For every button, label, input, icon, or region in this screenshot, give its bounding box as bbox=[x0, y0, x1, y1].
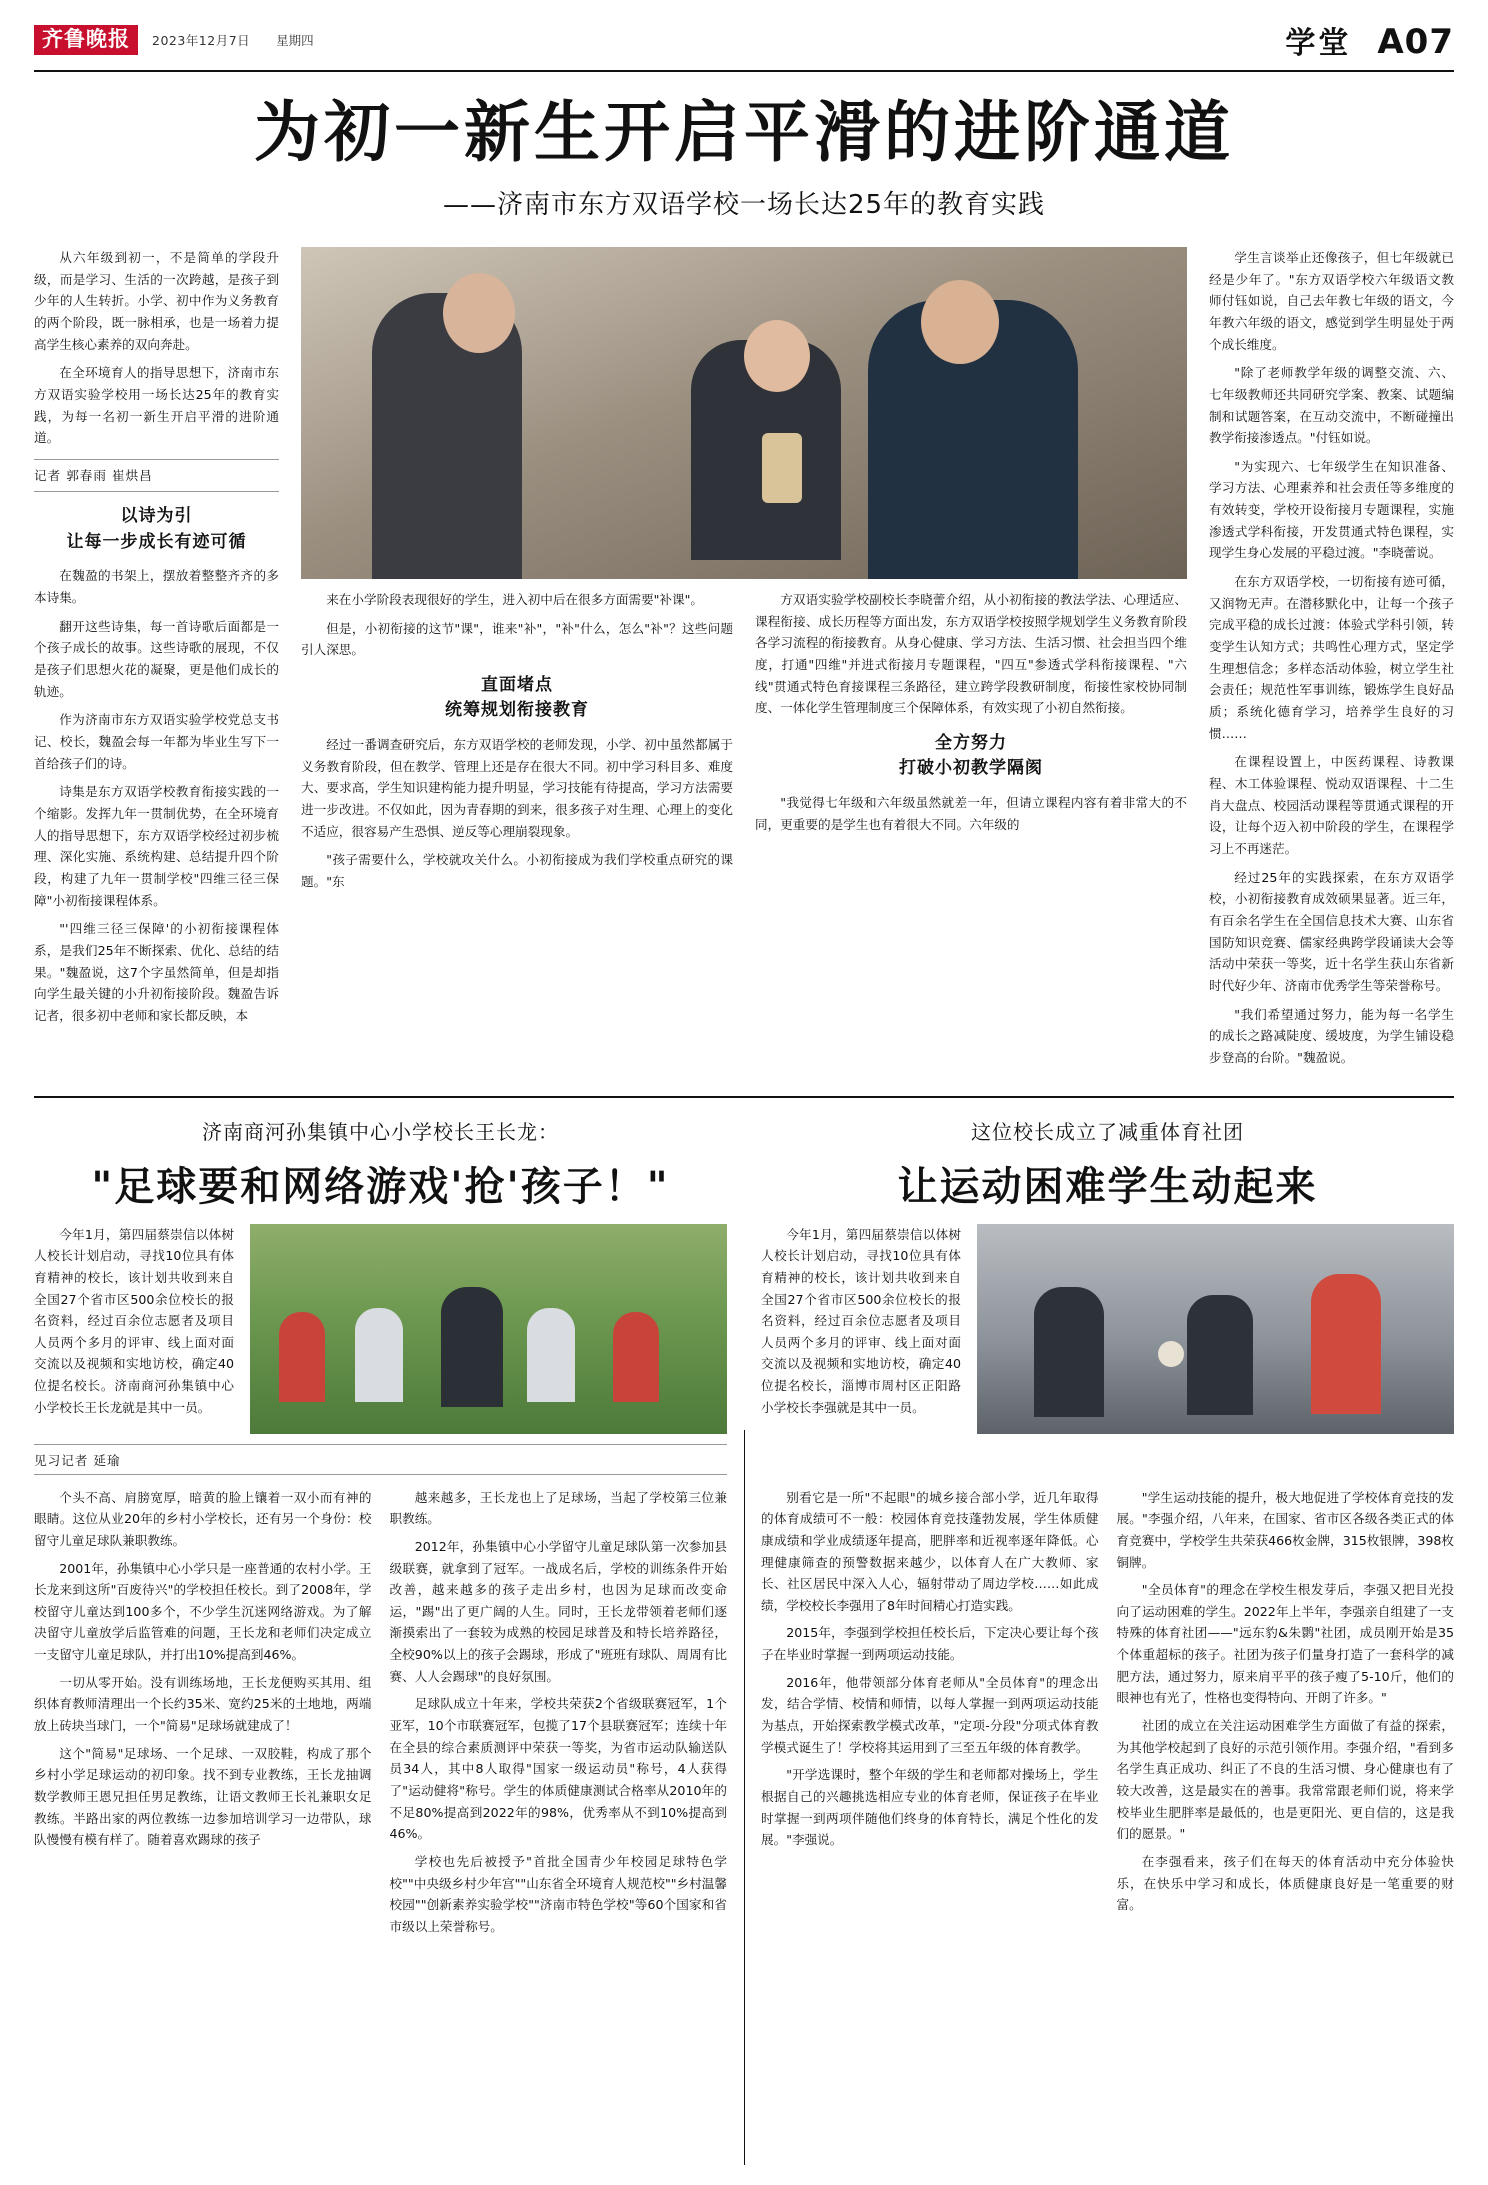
story-right-column-a bbox=[761, 1487, 1099, 1922]
body-paragraph: 学生言谈举止还像孩子，但七年级就已经是少年了。"东方双语学校六年级语文教师付钰如说，自己去年教七年级的语文，今年教六年级的语文，感觉到学生明显处于两个成长维度。 bbox=[1209, 249, 1454, 352]
lead-paragraph: 今年1月，第四届蔡崇信以体树人校长计划启动，寻找10位具有体育精神的校长，该计划共收到来自全国27个省市区500余位校长的报名资料，经过百余位志愿者及项目人员两个多月的评审、线上面对面交流以及视频和实地访校，确定40位提名校长，淄博市周村区正阳路小学校长李强就是其中一员。 bbox=[761, 1226, 961, 1415]
story-right-column-b bbox=[1117, 1487, 1455, 1922]
story-left-byline: 见习记者 延瑜 bbox=[34, 1444, 727, 1475]
section-subhead bbox=[755, 731, 1187, 782]
photo-figure bbox=[443, 273, 515, 353]
newspaper-logo: 齐鲁晚报 bbox=[34, 25, 138, 55]
body-paragraph: "学生运动技能的提升，极大地促进了学校体育竞技的发展。"李强介绍，八年来，在国家、省市区各级各类正式的体育竞赛中，学校学生共荣获466枚金牌，315枚银牌，398枚铜牌。 bbox=[1116, 1489, 1454, 1570]
body-paragraph: "我觉得七年级和六年级虽然就差一年，但请立课程内容有着非常大的不同，更重要的是学生也有着很大不同。六年级的 bbox=[755, 794, 1187, 832]
body-paragraph: 经过一番调查研究后，东方双语学校的老师发现，小学、初中虽然都属于义务教育阶段，但在教学、管理上还是存在很大不同。初中学习科目多、难度大、要求高，学生知识建构能力提升明显，学习技能有待提高，学习方法需要进一步改进。不仅如此，因为青春期的到来，很多孩子对生理、心理上的变化不适应，很容易产生恐惧、逆反等心理崩裂现象。 bbox=[301, 736, 733, 839]
body-paragraph: 经过25年的实践探索，在东方双语学校，小初衔接教育成效硕果显著。近三年，有百余名学生在全国信息技术大赛、山东省国防知识竞赛、儒家经典跨学段诵读大会等活动中荣获一等奖，近十名学生获山东省新时代好少年、济南市优秀学生等荣誉称号。 bbox=[1209, 869, 1454, 993]
section-subhead-line: 以诗为引 bbox=[120, 506, 193, 527]
story-right-columns bbox=[761, 1487, 1454, 1922]
photo-figure bbox=[1311, 1274, 1381, 1414]
body-paragraph: "开学选课时，整个年级的学生和老师都对操场上，学生根据自己的兴趣挑选相应专业的体育老师，保证孩子在毕业时掌握一到两项伴随他们终身的体育特长，满足个性化的发展。"李强说。 bbox=[761, 1767, 1099, 1848]
photo-figure bbox=[279, 1312, 325, 1402]
body-paragraph: 2001年，孙集镇中心小学只是一座普通的农村小学。王长龙来到这所"百废待兴"的学校担任校长。到了2008年，学校留守儿童达到100多个，不少学生沉迷网络游戏。为了解决留守儿童放学后监管难的问题，王长龙和老师们决定成立一支留守儿童足球队，并打出10%提高到46%。 bbox=[34, 1560, 372, 1663]
photo-figure bbox=[355, 1308, 403, 1402]
body-paragraph: 诗集是东方双语学校教育衔接实践的一个缩影。发挥九年一贯制优势，在全环境育人的指导思想下，东方双语学校经过初步梳理、深化实施、系统构建、总结提升四个阶段，构建了九年一贯制学校"四维三径三保障"小初衔接课程体系。 bbox=[34, 784, 279, 908]
body-paragraph: 在李强看来，孩子们在每天的体育活动中充分体验快乐，在快乐中学习和成长，体质健康良好是一笔重要的财富。 bbox=[1116, 1854, 1454, 1913]
body-paragraph: 越来越多，王长龙也上了足球场，当起了学校第三位兼职教练。 bbox=[389, 1489, 727, 1527]
section-subhead-line: 让每一步成长有迹可循 bbox=[66, 531, 247, 552]
body-paragraph: 个头不高、肩膀宽厚，暗黄的脸上镶着一双小而有神的眼睛。这位从业20年的乡村小学校长，还有另一个身份：校留守儿童足球队兼职教练。 bbox=[34, 1489, 372, 1548]
story-right-lead bbox=[761, 1224, 961, 1434]
story-left-lead bbox=[34, 1224, 234, 1434]
publication-date: 2023年12月7日 bbox=[152, 33, 251, 48]
photo-figure bbox=[441, 1287, 503, 1407]
story-right-lead-block bbox=[761, 1224, 1454, 1434]
section-subhead-line: 打破小初教学隔阂 bbox=[899, 758, 1043, 779]
photo-figure bbox=[613, 1312, 659, 1402]
page-number: A07 bbox=[1377, 22, 1454, 62]
body-paragraph: 在魏盈的书架上，摆放着整整齐齐的多本诗集。 bbox=[34, 568, 279, 606]
story-right-title: 让运动困难学生动起来 bbox=[897, 1162, 1318, 1210]
lead-paragraph: 从六年级到初一，不是简单的学段升级，而是学习、生活的一次跨越，是孩子到少年的人生转折。小学、初中作为义务教育的两个阶段，既一脉相承，也是一场着力提高学生核心素养的双向奔赴。 bbox=[34, 249, 279, 352]
main-story bbox=[34, 247, 1454, 1090]
body-paragraph: 翻开这些诗集，每一首诗歌后面都是一个孩子成长的故事。这些诗歌的展现，不仅是孩子们思想火花的凝聚，更是他们成长的轨迹。 bbox=[34, 618, 279, 699]
body-paragraph: "为实现六、七年级学生在知识准备、学习方法、心理素养和社会责任等多维度的有效转变，学校开设衔接月专题课程，实施渗透式学科衔接，开发贯通式特色课程，实现学生身心发展的平稳过渡。"李晓蕾说。 bbox=[1209, 458, 1454, 561]
body-paragraph: 2016年，他带领部分体育老师从"全员体育"的理念出发，结合学情、校情和师情，以每人掌握一到两项运动技能为基点，开始探索教学模式改革，"定项-分段"分项式体育教学模式诞生了！学校将其运用到了三至五年级的体育教学。 bbox=[761, 1674, 1099, 1755]
photo-figure bbox=[921, 280, 999, 364]
soccer-team-photo bbox=[250, 1224, 727, 1434]
body-paragraph: "孩子需要什么，学校就攻关什么。小初衔接成为我们学校重点研究的课题。"东 bbox=[301, 852, 733, 889]
body-paragraph: 2012年，孙集镇中心小学留守儿童足球队第一次参加县级联赛，就拿到了冠军。一战成名后，学校的训练条件开始改善，越来越多的孩子走出乡村，也因为足球而改变命运，"踢"出了更广阔的人生。同时，王长龙带领着老师们逐渐摸索出了一套较为成熟的校园足球普及和特长培养路径，全校90%以上的孩子会踢球，形成了"班班有球队、周周有比赛、人人会踢球"的良好氛围。 bbox=[389, 1538, 727, 1684]
section-subhead bbox=[34, 504, 279, 555]
body-paragraph: "全员体育"的理念在学校生根发芽后，李强又把目光投向了运动困难的学生。2022年上半年，李强亲自组建了一支特殊的体育社团——"远东豹&朱鹮"社团，成员刚开始是35个体重超标的孩子。社团为孩子们量身打造了一套科学的减肥方法，通过努力，原来肩平平的孩子瘦了5-10斤，他们的眼神也有光了，性格也变得特向、开朗了许多。" bbox=[1116, 1582, 1454, 1706]
byline: 记者 郭春雨 崔烘昌 bbox=[34, 459, 279, 493]
masthead-right bbox=[1285, 18, 1454, 62]
story-left-column-b bbox=[390, 1487, 728, 1944]
body-paragraph: 学校也先后被授予"首批全国青少年校园足球特色学校""中央级乡村少年宫""山东省全环境育人规范校""乡村温馨校园""创新素养实验学校""济南市特色学校"等60个国家和省市级以上荣誉称号。 bbox=[389, 1854, 727, 1934]
vertical-column-divider bbox=[744, 1430, 745, 2165]
section-subhead-line: 全方努力 bbox=[935, 732, 1007, 753]
body-paragraph: "'四维三径三保障'的小初衔接课程体系，是我们25年不断探索、优化、总结的结果。"魏盈说，这7个字虽然简单，但是却指向学生最关键的小升初衔接阶段。魏盈告诉记者，很多初中老师和家长都反映，本 bbox=[34, 921, 279, 1023]
story-right-kicker: 这位校长成立了减重体育社团 bbox=[971, 1119, 1244, 1144]
lead-paragraph: 今年1月，第四届蔡崇信以体树人校长计划启动，寻找10位具有体育精神的校长，该计划共收到来自全国27个省市区500余位校长的报名资料，经过百余位志愿者及项目人员两个多月的评审、线上面对面交流以及视频和实地访校，确定40位提名校长。济南商河孙集镇中心小学校长王长龙就是其中一员。 bbox=[34, 1226, 234, 1415]
gym-training-photo bbox=[977, 1224, 1454, 1434]
photo-figure bbox=[1034, 1287, 1104, 1417]
section-subhead-line: 直面堵点 bbox=[481, 674, 553, 695]
body-paragraph: 社团的成立在关注运动困难学生方面做了有益的探索，为其他学校起到了良好的示范引领作用。李强介绍，"看到多名学生真正成功、纠正了不良的生活习惯、身心健康也有了较大改善，这是最实在的善事。我常常跟老师们说，将来学校毕业生肥胖率是最低的，也是更阳光、更自信的，这是我们的愿景。" bbox=[1116, 1718, 1454, 1842]
body-paragraph: "除了老师教学年级的调整交流、六、七年级教师还共同研究学案、教案、试题编制和试题答案，在互动交流中，不断碰撞出教学衔接渗透点。"付钰如说。 bbox=[1209, 365, 1454, 446]
main-story-column-2 bbox=[301, 247, 733, 1076]
body-paragraph: 足球队成立十年来，学校共荣获2个省级联赛冠军，1个亚军，10个市联赛冠军，包揽了17个县联赛冠军；连续十年在全县的综合素质测评中荣获一等奖，为省市运动队输送队员34人，其中8人取得"国家一级运动员"称号，4人获得了"运动健将"称号。学生的体质健康测试合格率从2010年的不足80%提高到2022年的98%，优秀率从不到10%提高到46%。 bbox=[389, 1696, 727, 1842]
body-paragraph: "我们希望通过努力，能为每一名学生的成长之路减陡度、缓坡度，为学生铺设稳步登高的台阶。"魏盈说。 bbox=[1209, 1006, 1454, 1065]
page-title: 为初一新生开启平滑的进阶通道 bbox=[254, 93, 1234, 171]
main-headline-block bbox=[34, 72, 1454, 231]
body-paragraph: 一切从零开始。没有训练场地，王长龙便购买其用、组织体育教师清理出一个长约35米、宽约25米的土地地，两端放上砖块当球门，一个"简易"足球场就建成了！ bbox=[34, 1674, 372, 1734]
main-story-column-1 bbox=[34, 247, 279, 1076]
body-paragraph: 但是，小初衔接的这节"课"，谁来"补"，"补"什么，怎么"补"？这些问题引人深思。 bbox=[301, 620, 733, 658]
section-divider bbox=[34, 1096, 1454, 1098]
main-story-column-4 bbox=[1209, 247, 1454, 1076]
body-paragraph: 来在小学阶段表现很好的学生，进入初中后在很多方面需要"补课"。 bbox=[326, 591, 703, 607]
body-paragraph: 在课程设置上，中医药课程、诗教课程、木工体验课程、悦动双语课程、十二生肖大盘点、校园活动课程等贯通式课程的开设，让每个迈入初中阶段的学生，在课程学习上不再迷茫。 bbox=[1209, 754, 1454, 856]
story-left-title: "足球要和网络游戏'抢'孩子！" bbox=[91, 1162, 670, 1210]
photo-figure bbox=[1187, 1295, 1253, 1415]
section-subhead bbox=[301, 673, 733, 724]
lead-paragraph: 在全环境育人的指导思想下，济南市东方双语实验学校用一场长达25年的教育实践，为每一名初一新生开启平滑的进阶通道。 bbox=[34, 365, 279, 446]
story-left-column-a bbox=[34, 1487, 372, 1944]
body-paragraph: 2015年，李强到学校担任校长后，下定决心要让每个孩子在毕业时掌握一到两项运动技能。 bbox=[761, 1625, 1099, 1663]
photo-figure bbox=[744, 320, 810, 392]
publication-weekday: 星期四 bbox=[276, 33, 314, 48]
body-paragraph: 别看它是一所"不起眼"的城乡接合部小学，近几年取得的体育成绩可不一般：校园体育竞技蓬勃发展，学生体质健康成绩和学业成绩逐年提高，肥胖率和近视率逐年降低。心理健康筛查的预警数据来越少，以体育人在广大教师、家长、社区居民中深入人心，辐射带动了周边学校……如此成绩，学校校长李强用了8年时间精心打造实践。 bbox=[761, 1489, 1099, 1613]
sub-headline: ——济南市东方双语学校一场长达25年的教育实践 bbox=[442, 189, 1046, 220]
body-paragraph: 这个"简易"足球场、一个足球、一双胶鞋，构成了那个乡村小学足球运动的初印象。找不到专业教练，王长龙抽调数学教师王恩兄担任男足教练，让语文教师王长礼兼职女足教练。半路出家的两位教练一边参加培训学习一边带队，球队慢慢有模有样了。随着喜欢踢球的孩子 bbox=[34, 1745, 372, 1848]
body-paragraph: 作为济南市东方双语实验学校党总支书记、校长，魏盈会每一年都为毕业生写下一首给孩子们的诗。 bbox=[34, 712, 279, 771]
story-left-kicker: 济南商河孙集镇中心小学校长王长龙： bbox=[202, 1119, 559, 1144]
story-left bbox=[34, 1116, 727, 1944]
masthead bbox=[34, 18, 1454, 72]
section-subhead-line: 统筹规划衔接教育 bbox=[445, 700, 589, 721]
story-right bbox=[761, 1116, 1454, 1944]
classroom-photo bbox=[301, 247, 1187, 579]
photo-object bbox=[762, 433, 802, 503]
photo-figure bbox=[527, 1308, 575, 1402]
body-paragraph: 在东方双语学校，一切衔接有迹可循，又润物无声。在潜移默化中，让每一个孩子完成平稳的成长过渡：体验式学科引领，转变学生认知方式；共鸣性心理方式，坚定学生理想信念；多样态活动体验，树立学生社会责任；规范性军事训练，锻炼学生良好品质；系统化德育学习，培养学生良好的习惯…… bbox=[1209, 574, 1454, 741]
story-left-lead-block bbox=[34, 1224, 727, 1434]
section-name: 学堂 bbox=[1285, 26, 1352, 61]
story-left-columns bbox=[34, 1487, 727, 1944]
body-paragraph: 方双语实验学校副校长李晓蕾介绍，从小初衔接的教法学法、心理适应、课程衔接、成长历程等方面出发，东方双语学校按照学规划学生义务教育阶段各学习流程的衔接教育。从身心健康、学习方法、生活习惯、社会担当四个维度，打通"四维"并进式衔接月专题课程，"四互"参透式学科衔接课程、"六线"贯通式特色育接课程三条路径，建立跨学段教研制度，衔接性家校协同制度、一体化学生管理制度三个保障体系，有效实现了小初自然衔接。 bbox=[755, 591, 1187, 716]
